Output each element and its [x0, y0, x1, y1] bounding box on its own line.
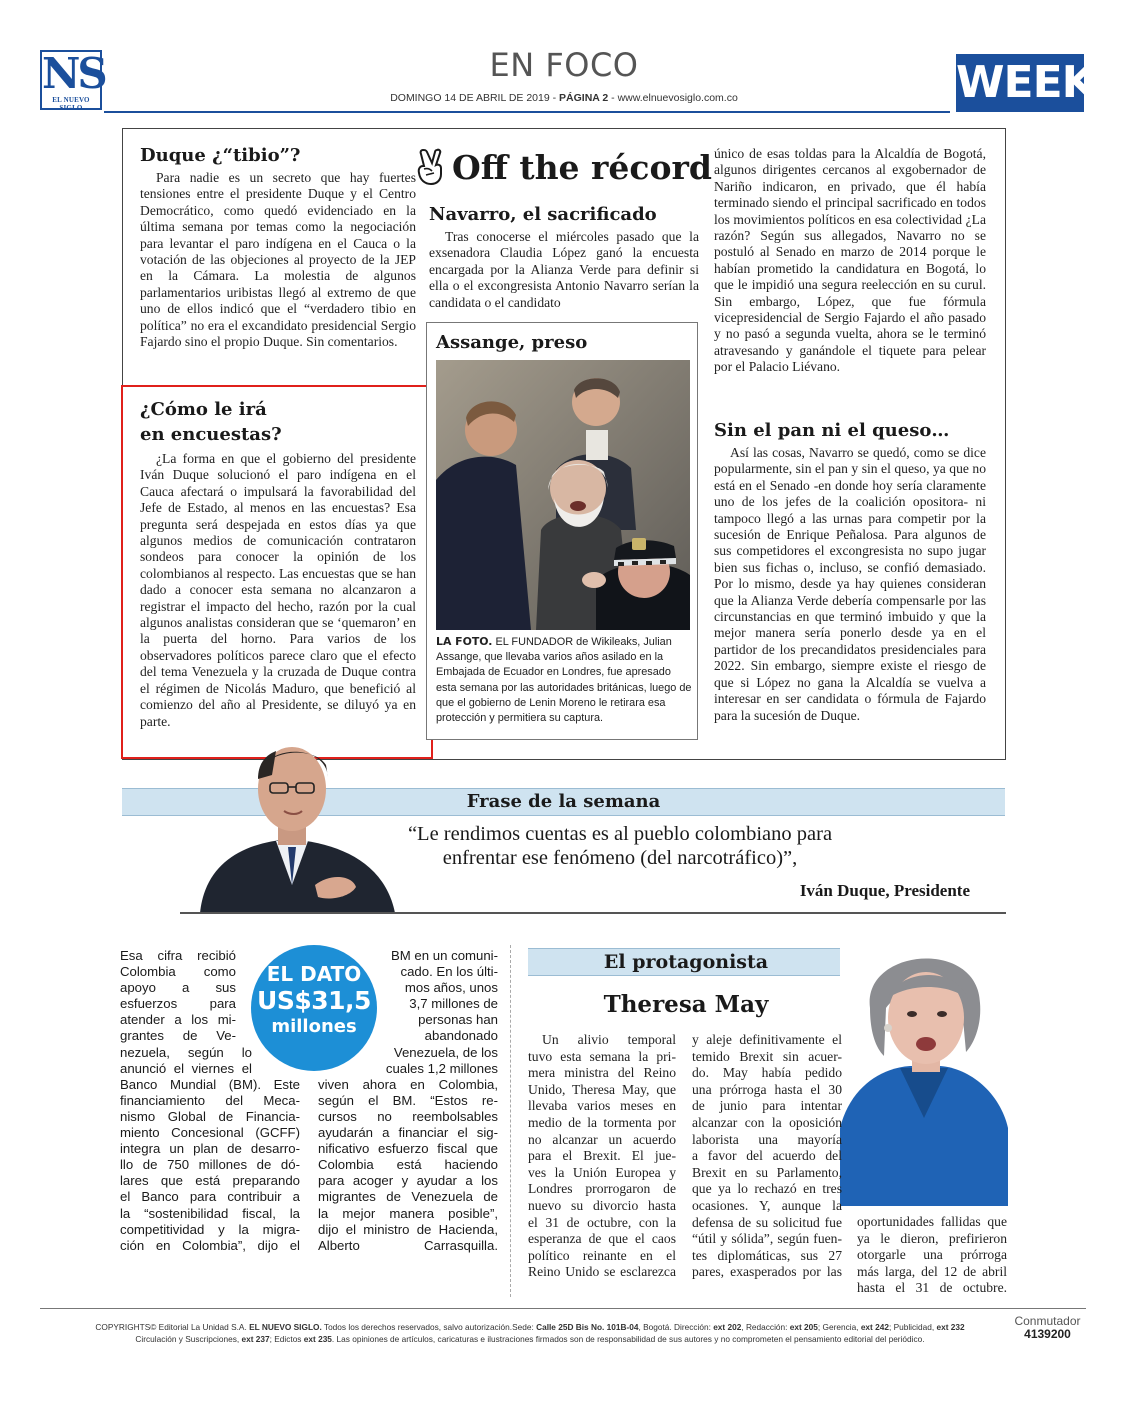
text-line: financiamiento del Meca- — [120, 1092, 300, 1108]
conmutador — [1005, 1315, 1090, 1341]
text-line: defensa de su solicitud fue — [692, 1214, 842, 1230]
text-line: cado. En los últi- — [400, 964, 498, 980]
newspaper-logo — [40, 49, 105, 112]
text-line: cursos no reembolsables — [318, 1108, 498, 1124]
text-line: viven ahora en Colombia, — [318, 1076, 498, 1092]
text-line: Esa cifra recibió — [120, 948, 236, 963]
headline-sin-el-pan: Sin el pan ni el queso… — [714, 420, 950, 441]
footer-ext: ext 205 — [789, 1322, 818, 1332]
text-line: laborista una mayoría — [692, 1131, 842, 1147]
footer-text: . Las opiniones de artículos, caricaturas e ilustraciones firmados son de responsabilidad de sus autores y no comprometen el pensamiento editorial del periódico. — [331, 1334, 925, 1344]
text-line: nezuela, según lo — [120, 1044, 252, 1060]
section-title: EN FOCO — [489, 46, 639, 84]
text-line: tuvo esta semana la pri- — [528, 1048, 676, 1064]
text-line: nismo Global de Financia- — [120, 1108, 300, 1124]
text-line: Brexit en su Parlamento, — [692, 1164, 842, 1180]
text-line: personas han — [418, 1012, 498, 1028]
logo-subtitle: EL NUEVO SIGLO — [52, 96, 90, 112]
el-dato-badge — [251, 945, 377, 1071]
text-line: esperanza de que el caos — [528, 1231, 676, 1247]
text-line: anunció el viernes el — [120, 1060, 252, 1076]
text-line: nificativo esfuerzo fiscal que — [318, 1141, 498, 1157]
text-line: esfuerzos para — [120, 996, 236, 1012]
frase-rule — [180, 912, 1006, 914]
text-line: ocasiones. Y, aunque la — [692, 1197, 842, 1213]
headline-navarro: Navarro, el sacrificado — [429, 204, 657, 225]
assange-arrest-photo — [436, 360, 690, 630]
text-line: BM en un comuni- — [390, 948, 498, 963]
footer-text: ; Gerencia, — [817, 1322, 859, 1332]
footer-text: COPYRIGHTS© Editorial La Unidad S.A. — [95, 1322, 247, 1332]
headline-duque-tibio: Duque ¿“tibio”? — [140, 145, 301, 166]
quote-line: enfrentar ese fenómeno (del narcotráfico)”, — [442, 847, 798, 869]
headline-line: ¿Cómo le irá — [140, 399, 267, 420]
text-line: llevaba varios meses en — [528, 1098, 676, 1114]
footer-text: ; Publicidad, — [888, 1322, 935, 1332]
text-line: Banco Mundial (BM). Este — [120, 1076, 300, 1092]
column-divider — [510, 945, 511, 1297]
text-line: pares, exasperados por las — [692, 1264, 842, 1280]
text-line: oportunidades fallidas que — [857, 1214, 1007, 1229]
title-text: Off the récord — [452, 148, 712, 187]
logo-letters: NS — [42, 49, 105, 98]
text-line: la mejor manera posible”, — [318, 1205, 498, 1221]
text-line: una prórroga hasta el 30 — [692, 1081, 842, 1097]
headline-line: en encuestas? — [140, 424, 282, 445]
footer-text: , Redacción: — [741, 1322, 788, 1332]
text-line: Colombia como — [120, 964, 236, 980]
footer-ext: ext 202 — [713, 1322, 742, 1332]
text-line: miento Concesional (GCFF) — [120, 1125, 300, 1141]
article-text: Para nadie es un secreto que hay fuertes tensiones entre el presidente Duque y el Centro Democrático, como quedó evidenciado en la última semana por temas como la negociación para levantar el paro indígena en el Cauca o la votación de las objeciones al proyecto de la JEP en la Cámara. La molestia de algunos parlamentarios uribistas llegó al extremo de que uno de ellos indicó que el “verdadero tibio en política” no era el excandidato presidencial Sergio Fajardo sino el propio Duque. Sin comentarios. — [140, 170, 416, 350]
text-line: migrantes de Venezuela de — [318, 1189, 498, 1205]
frase-author: Iván Duque, Presidente — [799, 881, 970, 900]
article-navarro-continuation — [714, 146, 986, 376]
off-the-record-title — [414, 146, 724, 190]
website: - www.elnuevosiglo.com.co — [611, 92, 738, 104]
text-line: do. May había pedido — [692, 1065, 842, 1081]
text-line: Reino Unido se esclarezca — [528, 1264, 676, 1280]
article-text: Tras conocerse el miércoles pasado que la exsenadora Claudia López ganó la encuesta encargada por la Alianza Verde para definir si ella o el excongresista Antonio Navarro serían la candidata o el candidato — [429, 229, 699, 310]
text-line: de junio para intentar — [692, 1098, 842, 1114]
text-line: 3,7 millones de — [409, 996, 498, 1012]
text-line: temido Brexit sin acuer- — [692, 1048, 842, 1064]
text-line: la “sostenibilidad fiscal, la — [120, 1205, 300, 1221]
article-text: ¿La forma en que el gobierno del presidente Iván Duque solucionó el paro indígena en el Cauca afectará o impulsará la favorabilidad del Jefe de Estado, al menos en las encuestas? Esa pregunta será despejada en estos días ya que algunos medios de comunicación contrataron sondeos para conocer la opinión de los colombianos al respecto. Las encuestas que se han dado a conocer esta semana no alcanzaron a registrar el impacto del hecho, razón por la cual algunos analistas consideran que se ‘quemaron’ en la puerta del horno. Para varios de los observadores políticos parece claro que el efecto del tema Venezuela y la cruzada de Duque contra el régimen de Nicolás Maduro, que benefició al comienzo del año al Presidente, se diluyó ya en parte. — [140, 451, 416, 729]
conmutador-label: Conmutador — [1014, 1314, 1081, 1328]
text-line: grantes de Ve- — [120, 1028, 236, 1044]
article-encuestas — [140, 451, 416, 730]
text-line: Colombia está haciendo — [318, 1157, 498, 1173]
footer-text: ; Edictos — [269, 1334, 302, 1344]
footer-ext: ext 237 — [241, 1334, 270, 1344]
text-line: político reinante en el — [528, 1247, 676, 1263]
text-line: a favor del acuerdo del — [692, 1148, 842, 1164]
protagonista-title: El protagonista — [603, 951, 769, 973]
text-line: medio de la tormenta por — [528, 1114, 676, 1130]
footer-text: Todos los derechos reservados, salvo autorización.Sede: — [323, 1322, 534, 1332]
footer-address: Calle 25D Bis No. 101B-04 — [536, 1322, 639, 1332]
protagonista-column-1 — [528, 1032, 676, 1281]
quote-line: “Le rendimos cuentas es al pueblo colombiano para — [407, 823, 833, 845]
text-line: otorgarle una prórroga — [857, 1247, 1007, 1263]
header-rule — [104, 111, 950, 113]
text-line: más larga, del 12 de abril — [857, 1263, 1007, 1279]
text-line: mos años, unos — [404, 980, 498, 996]
text-line: el 31 de octubre, con la — [528, 1214, 676, 1230]
frase-quote — [330, 822, 910, 870]
text-line: abandonado — [424, 1028, 498, 1044]
text-line: atender a los mi- — [120, 1012, 236, 1028]
text-line: y aleje definitivamente el — [692, 1032, 842, 1047]
text-line: alcanzar con la oposición — [692, 1114, 842, 1130]
text-line: integra un plan de desarro- — [120, 1141, 300, 1157]
text-line: hasta el 31 de octubre. — [857, 1280, 1007, 1296]
article-sin-el-pan — [714, 445, 986, 724]
text-line: según el BM. “Estos re- — [318, 1092, 498, 1108]
protagonista-column-2 — [692, 1032, 842, 1281]
text-line: Unido, Theresa May, que — [528, 1081, 676, 1097]
article-text: único de esas toldas para la Alcaldía de Bogotá, algunos dirigentes cercanos al exgobernador de Nariño indicaron, en privado, que él había terminado siendo el principal sacrificado en todos los movimientos políticos en esa colectividad ¿La razón? Según sus allegados, Navarro no se postuló al Senado en marzo de 2014 porque le habían prometido la candidatura en Bogotá, lo que le impidió una segura reelección en su curul. Sin embargo, López, que fue fórmula vicepresidencial de Sergio Fajardo el año pasado y no pasó a segunda vuelta, ahora se le terminó atravesando y ganándole el tiquete para pelear por el Palacio Liévano. — [714, 146, 986, 375]
headline-encuestas — [140, 397, 420, 447]
text-line: para acoger y ayudar a los — [318, 1173, 498, 1189]
frase-title: Frase de la semana — [466, 791, 661, 812]
footer-ext: ext 232 — [936, 1322, 965, 1332]
caption-lead: LA FOTO. — [436, 635, 493, 648]
dato-unit: millones — [271, 1016, 357, 1037]
text-line: cuales 1,2 millones — [385, 1060, 498, 1076]
theresa-may-photo — [840, 928, 1008, 1206]
assange-photo-illustration — [436, 360, 690, 630]
text-line: lares que está preparando — [120, 1173, 300, 1189]
text-line: ya le dieron, prefirieron — [857, 1230, 1007, 1246]
text-line: Londres prorrogaron de — [528, 1181, 676, 1197]
caption-text: EL FUNDADOR de Wikileaks, Julian Assange, que llevaba varios años asilado en la Embajada de Ecuador en Londres, fue apresado esta semana por las autoridades británicas, luego de que el gobierno de Lenin Moreno le retirara esa protección y permitiera su captura. — [436, 636, 692, 725]
article-navarro — [429, 229, 699, 311]
text-line: apoyo a sus — [120, 980, 236, 996]
text-line: ayudarán a financiar el sig- — [318, 1125, 498, 1141]
footer-text: , Bogotá. Dirección: — [638, 1322, 711, 1332]
peace-hand-icon — [414, 146, 444, 186]
text-line: dijo el ministro de Hacienda, — [318, 1221, 498, 1237]
headline-assange: Assange, preso — [436, 332, 588, 353]
article-text: Así las cosas, Navarro se quedó, como se dice popularmente, sin el pan y sin el queso, ya que no está en el Senado -en donde hoy sería claramente uno de los jefes de la coalición opositora- ni tampoco llegó a las urnas para competir por la sucesión de Enrique Peñalosa. Para algunos de sus competidores el excongresista no supo jugar bien sus fichas o, incluso, se confió demasiado. Por lo mismo, desde ya hay quienes consideran que la Alianza Verde debería compensarle por las circunstancias en que terminó imbuido y que la mejor manera sería ponerlo desde ya en el partidor de los precandidatos presidenciales para 2022. Sin embargo, siempre existe el riesgo de que si López no gana la Alcaldía se vuelva a interesar en ser candidata o fórmula de Fajardo para la sucesión de Duque. — [714, 445, 986, 723]
footer-brand: EL NUEVO SIGLO. — [249, 1322, 322, 1332]
article-duque-tibio — [140, 170, 416, 350]
week-badge: WEEK — [956, 54, 1084, 112]
text-line: competitividad y la migra- — [120, 1221, 300, 1237]
footer-text: Circulación y Suscripciones, — [135, 1334, 240, 1344]
text-line: que ya lo rechazó en tres — [692, 1181, 842, 1197]
text-line: Un alivio temporal — [542, 1032, 676, 1047]
text-line: nuevo su divorcio hasta — [528, 1197, 676, 1213]
issue-date: DOMINGO 14 DE ABRIL DE 2019 - — [390, 92, 557, 104]
text-line: tes diplomáticas, sus 27 — [692, 1247, 842, 1263]
text-line: “útil y sólida”, según fuen- — [692, 1231, 842, 1247]
text-line: ción en Colombia”, dijo el — [120, 1237, 300, 1253]
dato-label: EL DATO — [266, 962, 362, 986]
footer-ext: ext 242 — [860, 1322, 889, 1332]
footer-ext: ext 235 — [303, 1334, 332, 1344]
text-line: para el Brexit. El jue- — [528, 1148, 676, 1164]
text-line: no alcanzar un acuerdo — [528, 1131, 676, 1147]
protagonista-name: Theresa May — [603, 991, 769, 1018]
dato-amount: US$31,5 — [257, 986, 371, 1015]
may-photo-illustration — [840, 928, 1008, 1206]
text-line: Alberto Carrasquilla. — [318, 1237, 498, 1253]
date-line — [104, 92, 1024, 104]
footer-copyright — [60, 1321, 1000, 1345]
protagonista-column-3 — [857, 1214, 1007, 1297]
text-line: llo de 750 millones de dó- — [120, 1157, 300, 1173]
text-line: Venezuela, de los — [393, 1044, 498, 1060]
footer-rule — [40, 1308, 1086, 1309]
text-line: ves la Unión Europea y — [528, 1164, 676, 1180]
page-number: PÁGINA 2 — [559, 92, 609, 104]
text-line: el Banco para contribuir a — [120, 1189, 300, 1205]
text-line: mera ministra del Reino — [528, 1065, 676, 1081]
conmutador-number: 4139200 — [1024, 1327, 1071, 1341]
photo-caption — [436, 634, 692, 726]
